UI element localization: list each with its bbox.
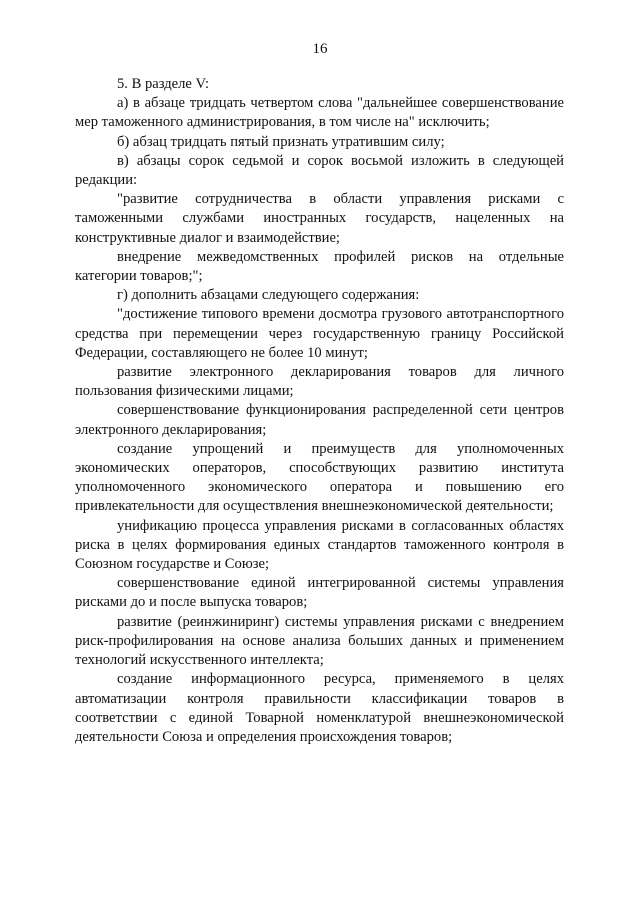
quoted-paragraph: совершенствование единой интегрированной системы управления рисками до и после выпуска товаров; bbox=[75, 575, 564, 611]
quoted-paragraph: внедрение межведомственных профилей рисков на отдельные категории товаров;"; bbox=[75, 248, 564, 285]
paragraph-item-a: а) в абзаце тридцать четвертом слова "дальнейшее совершенствование мер таможенного администрирования, в том числе на" исключить; bbox=[75, 95, 564, 131]
page-number: 16 bbox=[312, 41, 328, 57]
section-heading: 5. В разделе V: bbox=[117, 76, 210, 92]
paragraph-item-b: б) абзац тридцать пятый признать утратившим силу; bbox=[117, 133, 445, 150]
quoted-paragraph: создание информационного ресурса, применяемого в целях автоматизации контроля правильности классификации товаров в соответствии с единой Товарной номенклатурой внешнеэкономической деятельности Союза и определения происхождения товаров; bbox=[75, 671, 564, 745]
quoted-paragraph: совершенствование функционирования распределенной сети центров электронного декларирования; bbox=[75, 402, 564, 438]
quoted-paragraph: "достижение типового времени досмотра грузового автотранспортного средства при перемещении через государственную границу Российской Федерации, составляющего не более 10 минут; bbox=[75, 306, 564, 361]
quoted-paragraph: развитие (реинжиниринг) системы управления рисками с внедрением риск-профилирования на основе анализа больших данных и применением технологий искусственного интеллекта; bbox=[75, 613, 564, 669]
quoted-paragraph: "развитие сотрудничества в области управления рисками с таможенными службами иностранных государств, нацеленных на конструктивные диалог и взаимодействие; bbox=[75, 191, 564, 246]
quoted-paragraph: унификацию процесса управления рисками в согласованных областях риска в целях формирования единых стандартов таможенного контроля в Союзном государстве и Союзе; bbox=[75, 517, 564, 573]
quoted-paragraph: развитие электронного декларирования товаров для личного пользования физическими лицами; bbox=[75, 364, 564, 400]
document-body bbox=[75, 75, 564, 747]
quoted-paragraph: создание упрощений и преимуществ для уполномоченных экономических операторов, способствующих развитию института уполномоченного экономического оператора и повышению его привлекательности для осуществления внешнеэкономической деятельности; bbox=[75, 440, 564, 515]
paragraph-item-v: в) абзацы сорок седьмой и сорок восьмой изложить в следующей редакции: bbox=[75, 152, 564, 189]
paragraph-item-g: г) дополнить абзацами следующего содержания: bbox=[117, 287, 420, 304]
